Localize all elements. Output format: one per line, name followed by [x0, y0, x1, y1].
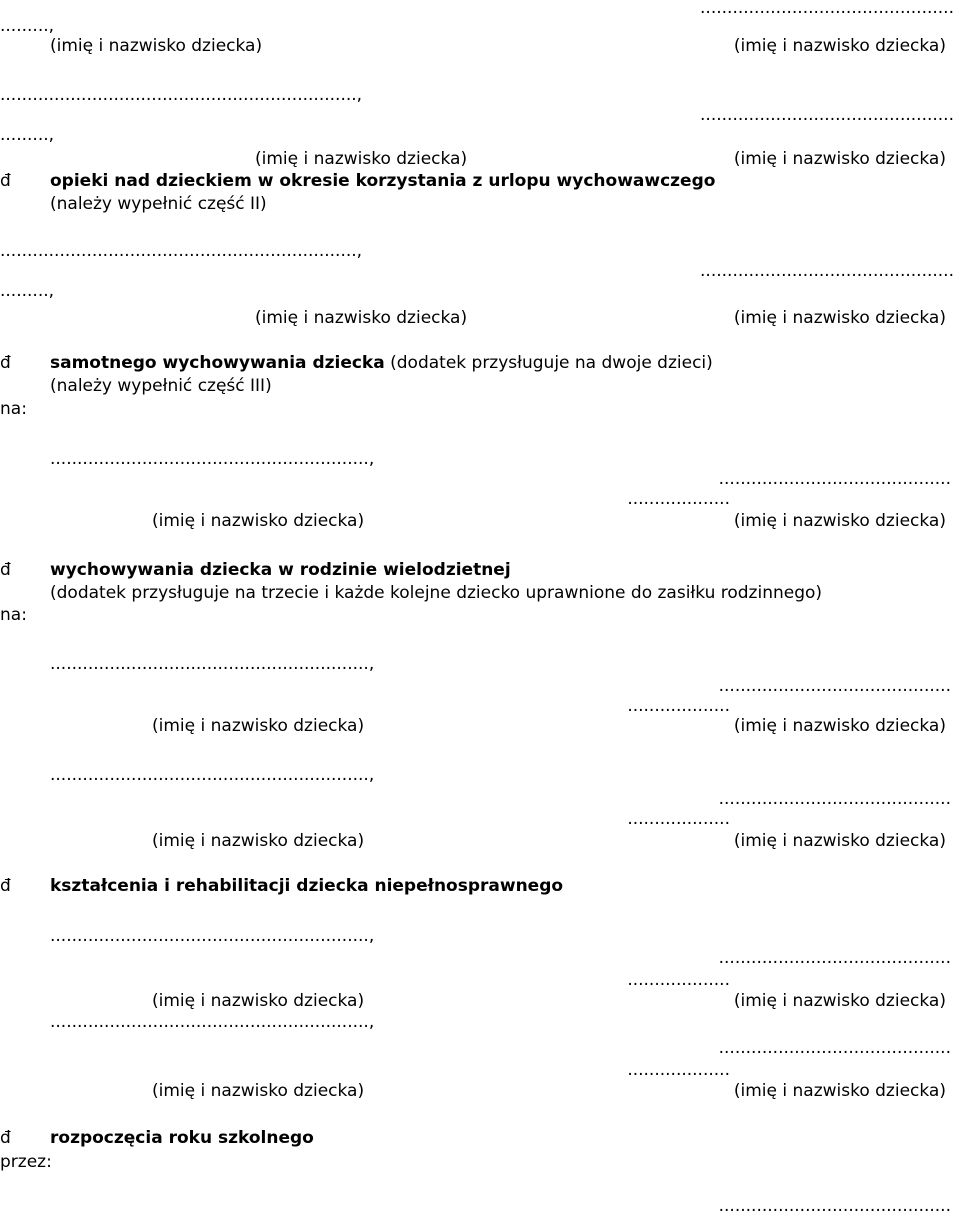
section-note-wielodzietnej: (dodatek przysługuje na trzecie i każde kolejne dziecko uprawnione do zasiłku rodzinnego)	[50, 583, 823, 603]
child-name-label: (imię i nazwisko dziecka)	[255, 149, 468, 169]
dots-line: ...........................................................,	[50, 765, 375, 785]
dots-line: ...................	[627, 1060, 730, 1080]
dots-line: ...........................................	[718, 676, 951, 696]
child-name-label: (imię i nazwisko dziecka)	[255, 308, 468, 328]
dots-line: ...........................................................,	[50, 926, 375, 946]
child-name-label: (imię i nazwisko dziecka)	[733, 1081, 946, 1101]
child-name-label: (imię i nazwisko dziecka)	[733, 36, 946, 56]
dots-line: ...........................................	[718, 1038, 951, 1058]
section-title-rozpoczecia: rozpoczęcia roku szkolnego	[50, 1128, 314, 1148]
dots-line: ...............................................	[700, 105, 954, 125]
section-title-ksztalcenia: kształcenia i rehabilitacji dziecka niepełnosprawnego	[50, 876, 564, 896]
dots-line: .........,	[0, 16, 55, 36]
section-title-row-samotnego	[50, 355, 713, 372]
dots-line: ...................	[627, 696, 730, 716]
checkbox-glyph: đ	[0, 1128, 11, 1148]
child-name-label: (imię i nazwisko dziecka)	[733, 716, 946, 736]
dots-line: ..................................................................,	[0, 85, 363, 105]
dots-line: ...............................................	[700, 0, 954, 18]
dots-line: ...........................................	[718, 1196, 951, 1216]
przez-label: przez:	[0, 1152, 52, 1172]
child-name-label: (imię i nazwisko dziecka)	[152, 511, 365, 531]
checkbox-glyph: đ	[0, 876, 11, 896]
dots-line: ...........................................................,	[50, 449, 375, 469]
section-title-wielodzietnej: wychowywania dziecka w rodzinie wielodzietnej	[50, 560, 511, 580]
child-name-label: (imię i nazwisko dziecka)	[152, 1081, 365, 1101]
child-name-label: (imię i nazwisko dziecka)	[152, 831, 365, 851]
dots-line: ...........................................................,	[50, 1012, 375, 1032]
child-name-label: (imię i nazwisko dziecka)	[733, 308, 946, 328]
child-name-label: (imię i nazwisko dziecka)	[50, 36, 263, 56]
child-name-label: (imię i nazwisko dziecka)	[152, 716, 365, 736]
dots-line: ...............................................	[700, 261, 954, 281]
child-name-label: (imię i nazwisko dziecka)	[733, 991, 946, 1011]
section-title-samotnego: samotnego wychowywania dziecka	[50, 353, 385, 373]
dots-line: ..................................................................,	[0, 241, 363, 261]
dots-line: ...................	[627, 489, 730, 509]
section-title-note-samotnego: (dodatek przysługuje na dwoje dzieci)	[390, 353, 713, 373]
section-note-samotnego: (należy wypełnić część III)	[50, 376, 272, 396]
checkbox-glyph: đ	[0, 353, 11, 373]
dots-line: ...........................................	[718, 948, 951, 968]
child-name-label: (imię i nazwisko dziecka)	[733, 831, 946, 851]
dots-line: ...........................................	[718, 789, 951, 809]
checkbox-glyph: đ	[0, 560, 11, 580]
section-title-opieki: opieki nad dzieckiem w okresie korzystania z urlopu wychowawczego	[50, 171, 716, 191]
checkbox-glyph: đ	[0, 171, 11, 191]
dots-line: .........,	[0, 281, 55, 301]
na-label: na:	[0, 399, 27, 419]
dots-line: ...........................................................,	[50, 654, 375, 674]
na-label: na:	[0, 605, 27, 625]
dots-line: ...................	[627, 970, 730, 990]
child-name-label: (imię i nazwisko dziecka)	[152, 991, 365, 1011]
dots-line: ...........................................	[718, 469, 951, 489]
section-note-opieki: (należy wypełnić część II)	[50, 194, 267, 214]
child-name-label: (imię i nazwisko dziecka)	[733, 149, 946, 169]
dots-line: .........,	[0, 125, 55, 145]
dots-line: ...................	[627, 809, 730, 829]
child-name-label: (imię i nazwisko dziecka)	[733, 511, 946, 531]
